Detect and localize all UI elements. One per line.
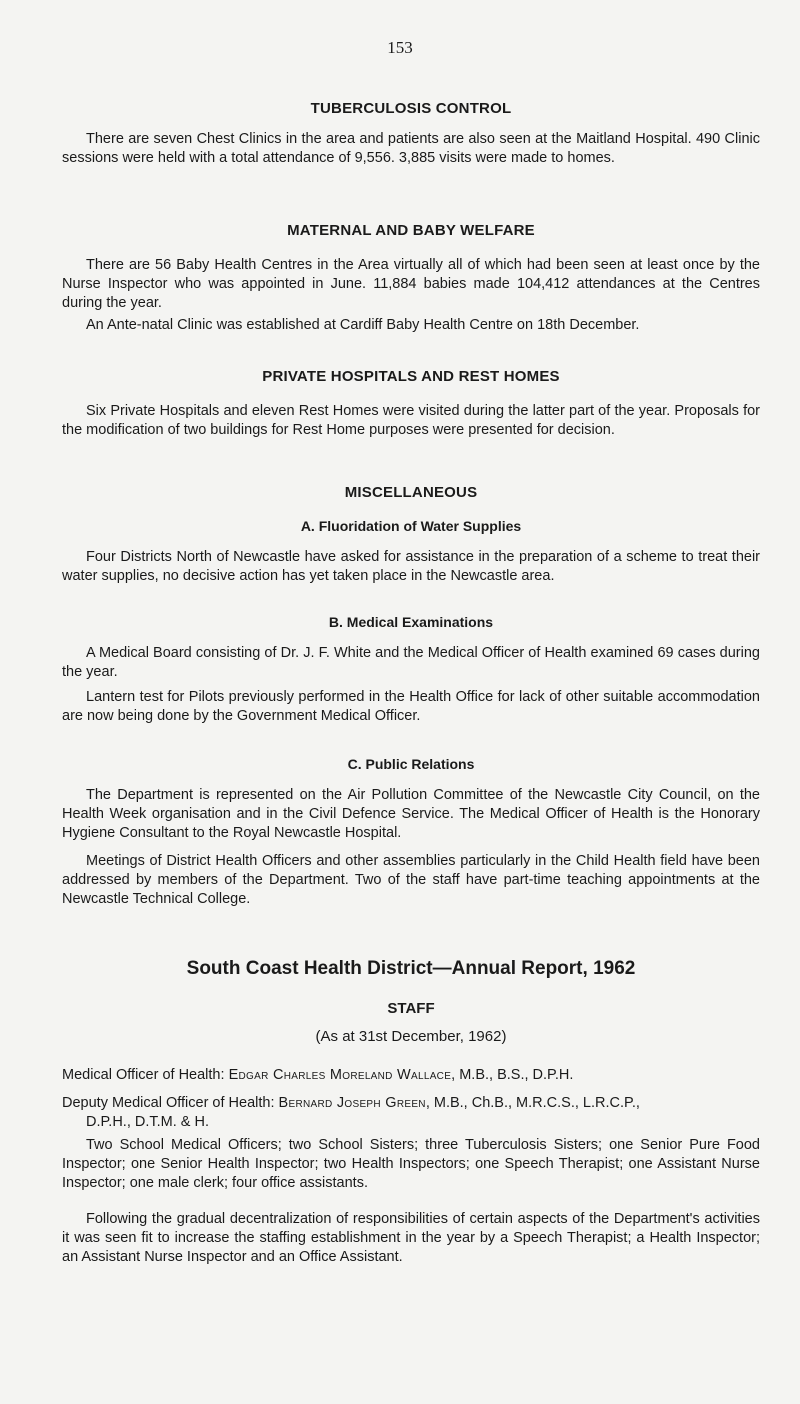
misc-c-paragraph-1: The Department is represented on the Air Pollution Committee of the Newcastle City Council, on the Health Week organisation and in the Civil Defence Service. The Medical Officer of Health is the Honorary Hygiene Consultant to the Royal Newcastle Hospital. bbox=[62, 787, 760, 841]
south-coast-section bbox=[62, 958, 760, 980]
private-section bbox=[62, 368, 760, 385]
moh-line bbox=[62, 1066, 760, 1085]
private-body bbox=[62, 402, 760, 440]
misc-a-heading-wrap bbox=[62, 518, 760, 534]
misc-c-body-2 bbox=[62, 852, 760, 909]
misc-section bbox=[62, 484, 760, 501]
dmoh-quals: , M.B., Ch.B., M.R.C.S., L.R.C.P., bbox=[425, 1095, 640, 1111]
maternal-body bbox=[62, 256, 760, 313]
staff-list-wrap bbox=[62, 1136, 760, 1193]
tb-paragraph: There are seven Chest Clinics in the area and patients are also seen at the Maitland Hospital. 490 Clinic sessions were held with a total attendance of 9,556. 3,885 visits were made to homes. bbox=[62, 131, 760, 166]
following-paragraph: Following the gradual decentralization of responsibilities of certain aspects of the Department's activities it was seen fit to increase the staffing establishment in the year by a Speech Therapist; a Health Inspector; an Assistant Nurse Inspector and an Office Assistant. bbox=[62, 1211, 760, 1265]
misc-b-heading: B. Medical Examinations bbox=[328, 614, 494, 630]
staff-date-wrap bbox=[62, 1028, 760, 1045]
maternal-paragraph-2: An Ante-natal Clinic was established at Cardiff Baby Health Centre on 18th December. bbox=[86, 317, 640, 333]
tb-heading: TUBERCULOSIS CONTROL bbox=[310, 100, 512, 117]
dmoh-label: Deputy Medical Officer of Health: bbox=[62, 1095, 275, 1111]
maternal-body-2 bbox=[62, 316, 760, 335]
misc-a-paragraph: Four Districts North of Newcastle have asked for assistance in the preparation of a scheme to treat their water supplies, no decisive action has yet taken place in the Newcastle area. bbox=[62, 549, 760, 584]
misc-b-paragraph-2: Lantern test for Pilots previously performed in the Health Office for lack of other suitable accommodation are now being done by the Government Medical Officer. bbox=[62, 689, 760, 724]
private-paragraph: Six Private Hospitals and eleven Rest Homes were visited during the latter part of the year. Proposals for the modification of two buildings for Rest Home purposes were presented for decision. bbox=[62, 403, 760, 438]
tb-body bbox=[62, 130, 760, 168]
misc-c-paragraph-2: Meetings of District Health Officers and other assemblies particularly in the Child Health field have been addressed by members of the Department. Two of the staff have part-time teaching appointments at the Newcastle Technical College. bbox=[62, 853, 760, 907]
maternal-paragraph-1: There are 56 Baby Health Centres in the Area virtually all of which had been seen at least once by the Nurse Inspector who was appointed in June. 11,884 babies made 104,412 attendances at the Centres during the year. bbox=[62, 257, 760, 311]
misc-heading: MISCELLANEOUS bbox=[344, 484, 478, 501]
following-wrap bbox=[62, 1210, 760, 1267]
misc-c-body-1 bbox=[62, 786, 760, 843]
dmoh-line bbox=[62, 1094, 760, 1132]
misc-b-heading-wrap bbox=[62, 614, 760, 630]
misc-a-body bbox=[62, 548, 760, 586]
maternal-heading: MATERNAL AND BABY WELFARE bbox=[287, 222, 535, 239]
private-heading: PRIVATE HOSPITALS AND REST HOMES bbox=[262, 368, 560, 385]
misc-a-heading: A. Fluoridation of Water Supplies bbox=[300, 518, 522, 534]
dmoh-name: Bernard Joseph Green bbox=[278, 1095, 426, 1111]
misc-c-heading-wrap bbox=[62, 756, 760, 772]
dmoh-quals-2: D.P.H., D.T.M. & H. bbox=[86, 1114, 210, 1130]
moh-quals: , M.B., B.S., D.P.H. bbox=[451, 1067, 574, 1083]
staff-heading: STAFF bbox=[387, 1000, 435, 1017]
maternal-section bbox=[62, 222, 760, 239]
staff-date: (As at 31st December, 1962) bbox=[315, 1028, 507, 1045]
misc-c-heading: C. Public Relations bbox=[347, 756, 475, 772]
south-coast-heading: South Coast Health District—Annual Report, 1962 bbox=[186, 958, 636, 979]
tb-section bbox=[62, 100, 760, 117]
staff-heading-wrap bbox=[62, 1000, 760, 1017]
page-number: 153 bbox=[387, 38, 413, 57]
misc-b-body-1 bbox=[62, 644, 760, 682]
moh-name: Edgar Charles Moreland Wallace bbox=[228, 1067, 452, 1083]
staff-list: Two School Medical Officers; two School Sisters; three Tuberculosis Sisters; one Senior Pure Food Inspector; one Senior Health Inspector; two Health Inspectors; one Speech Therapist; one Assistant Nurse Inspector; one male clerk; four office assistants. bbox=[62, 1137, 760, 1191]
moh-label: Medical Officer of Health: bbox=[62, 1067, 225, 1083]
misc-b-paragraph-1: A Medical Board consisting of Dr. J. F. White and the Medical Officer of Health examined 69 cases during the year. bbox=[62, 645, 760, 680]
misc-b-body-2 bbox=[62, 688, 760, 726]
